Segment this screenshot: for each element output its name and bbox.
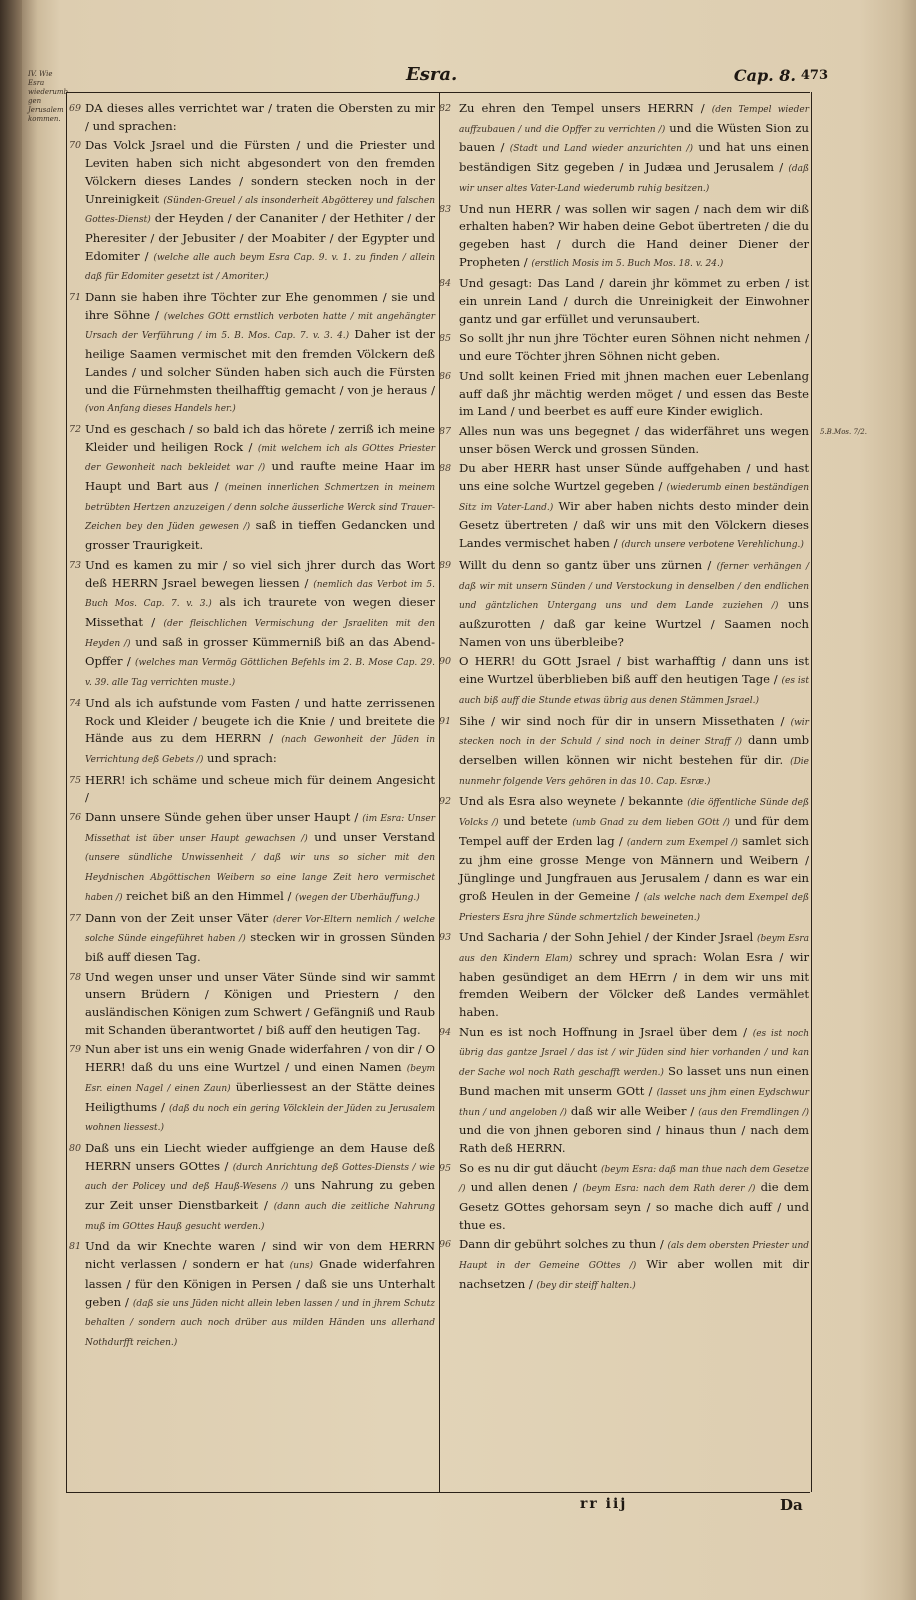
verse-number: 85 xyxy=(439,333,452,345)
book-title: Esra. xyxy=(406,64,458,85)
verse-text: Und wegen unser und unser Väter Sünde sind wir sammt unsern Brüdern / Königen und Priestern / den ausländischen Königen zum Schwert / Gefängniß und Raub mit Schanden überantwortet / biß auff den heutigen Tag. xyxy=(85,969,435,1037)
verse-text: Und Sacharia / der Sohn Jehiel / der Kinder Jsrael xyxy=(459,930,754,945)
verse xyxy=(69,100,435,135)
verse-gloss: (beym Esra: nach dem Rath derer /) xyxy=(582,1184,756,1195)
verse-number: 82 xyxy=(439,103,452,114)
verse xyxy=(439,330,809,365)
verse xyxy=(439,1024,810,1158)
verse-number: 81 xyxy=(69,1241,82,1253)
verse xyxy=(69,1238,436,1352)
verse-gloss: (nach Gewonheit der Jüden in Verrichtung deß Gebets /) xyxy=(85,735,436,765)
verse-number: 84 xyxy=(439,278,452,290)
verse-gloss: (wir stecken noch in der Schuld / sind noch in deiner Straff /) xyxy=(459,717,809,748)
catchword: Da xyxy=(780,1496,803,1514)
verse-text: und hat uns einen beständigen Sitz gegeben / in Judæa und Jerusalem / xyxy=(459,140,810,175)
right-column xyxy=(439,100,810,1298)
verse xyxy=(69,1140,436,1237)
verse xyxy=(69,695,436,770)
verse-number: 83 xyxy=(439,203,452,215)
verse xyxy=(439,201,809,274)
bottom-rule xyxy=(66,1492,810,1493)
verse-number: 86 xyxy=(439,370,452,382)
verse-gloss: (welches man Vermög Göttlichen Befehls im 2. B. Mose Cap. 29. v. 39. alle Tag verrichten muste.) xyxy=(85,658,435,689)
verse-gloss: (durch Anrichtung deß Gottes-Diensts / wie auch der Policey und deß Hauß-Wesens /) xyxy=(85,1162,435,1193)
verse-number: 69 xyxy=(69,103,82,114)
verse-text: Das Volck Jsrael und die Fürsten / und die Priester und Leviten haben sich nicht abgesondert von den fremden Völckern dieses Landes / sondern stecken noch in der Unreinigkeit xyxy=(85,138,435,206)
verse-number: 88 xyxy=(439,463,452,475)
verse-gloss: (derer Vor-Eltern nemlich / welche solche Sünde eingeführet haben /) xyxy=(85,914,435,945)
right-margin-note: 5.B.Mos. 7/2. xyxy=(820,428,867,436)
verse-number: 74 xyxy=(69,697,82,709)
verse-number: 96 xyxy=(439,1239,452,1251)
verse-number: 95 xyxy=(439,1162,452,1174)
verse-gloss: (beym Esra aus den Kindern Elam) xyxy=(459,934,810,964)
verse-text: Nun aber ist uns ein wenig Gnade widerfahren / von dir / O HERR! daß du uns eine Wurtzel / und einen Namen xyxy=(85,1042,435,1075)
verse-number: 89 xyxy=(439,559,452,571)
verse-text: und unser Verstand xyxy=(314,829,436,844)
verse-gloss: (Sünden-Greuel / als insonderheit Abgötterey und falschen Gottes-Dienst) xyxy=(85,195,436,226)
verse-gloss: (ferner verhängen / daß wir mit unsern Sünden / und Verstockung in denselben / den endlichen und gäntzlichen Untergang uns und dem Lande zuziehen /) xyxy=(459,561,809,612)
verse-text: stecken wir in grossen Sünden biß auff diesen Tag. xyxy=(85,930,435,964)
verse-number: 92 xyxy=(439,796,452,808)
page-gutter xyxy=(0,0,22,1600)
verse xyxy=(439,557,809,652)
verse-text: uns Nahrung zu geben zur Zeit unser Dienstbarkeit / xyxy=(85,1178,436,1213)
verse xyxy=(69,421,436,555)
verse-text: So es nu dir gut däucht xyxy=(459,1160,598,1175)
verse-text: Zu ehren den Tempel unsers HERRN / xyxy=(459,101,705,115)
verse-text: Du aber HERR hast unser Sünde auffgehaben / und hast uns eine solche Wurtzel gegeben / xyxy=(459,461,809,494)
verse xyxy=(439,423,809,458)
verse-gloss: (umb Gnad zu dem lieben GOtt /) xyxy=(572,818,730,829)
verse xyxy=(439,100,810,199)
verse xyxy=(69,910,435,967)
verse-number: 71 xyxy=(69,292,82,304)
verse-gloss: (unsere sündliche Unwissenheit / daß wir uns so sicher mit den Heydnischen Abgöttischen Weibern so eine lange Zeit hero vermischet haben /) xyxy=(85,853,435,903)
verse-text: Und sollt keinen Fried mit jhnen machen euer Lebenlang auff daß jhr mächtig werden möget / und essen das Beste im Land / und beerbet es auff eure Kinder ewiglich. xyxy=(459,368,809,419)
verse-gloss: (aus den Fremdlingen /) xyxy=(698,1107,809,1118)
verse-gloss: (von Anfang dieses Handels her.) xyxy=(85,404,236,415)
verse-text: Dann dir gebührt solches zu thun / xyxy=(459,1237,664,1252)
verse-text: und die Wüsten Sion zu bauen / xyxy=(459,120,809,155)
verse xyxy=(439,653,810,710)
verse xyxy=(439,460,809,555)
verse-gloss: (es ist auch biß auff die Stunde etwas übrig aus denen Stämmen Jsrael.) xyxy=(459,676,810,706)
verse-text: So sollt jhr nun jhre Töchter euren Söhnen nicht nehmen / und eure Töchter jhren Söhnen nicht geben. xyxy=(459,331,809,364)
verse-number: 72 xyxy=(69,423,82,435)
signature-mark: rr iij xyxy=(580,1496,628,1512)
verse-text: Wir aber wollen mit dir nachsetzen / xyxy=(459,1257,809,1291)
verse-gloss: (beym Esra: daß man thue nach dem Gesetze /) xyxy=(459,1164,809,1195)
verse-gloss: (uns) xyxy=(289,1261,314,1272)
verse-number: 93 xyxy=(439,932,452,944)
verse-text: und allen denen / xyxy=(470,1180,578,1195)
verse-text: dann umb derselben willen können wir nicht bestehen für dir. xyxy=(459,733,810,767)
verse-gloss: (mit welchem ich als GOttes Priester der Gewonheit nach bekleidet war /) xyxy=(85,443,435,474)
verse-text: schrey und sprach: Wolan Esra / wir haben gesündiget an dem HErrn / in dem wir uns mit fremden Weibern der Völcker deß Landes vermählet haben. xyxy=(459,949,809,1020)
verse xyxy=(439,368,809,421)
verse-gloss: (wiederumb einen beständigen Sitz im Vater-Land.) xyxy=(459,483,809,513)
verse-text: daß wir alle Weiber / xyxy=(570,1103,695,1118)
column-divider xyxy=(439,92,440,1492)
verse xyxy=(69,772,435,807)
verse-number: 91 xyxy=(439,715,452,727)
verse-text: saß in tieffen Gedancken und grosser Traurigkeit. xyxy=(85,518,436,553)
verse-gloss: (die öffentliche Sünde deß Volcks /) xyxy=(459,798,809,829)
verse-number: 75 xyxy=(69,774,82,786)
verse xyxy=(439,1236,810,1295)
verse-gloss: (wegen der Uberhäuffung.) xyxy=(295,892,420,903)
left-column xyxy=(69,100,436,1355)
verse-text: und sprach: xyxy=(207,750,277,765)
verse-text: DA dieses alles verrichtet war / traten die Obersten zu mir / und sprachen: xyxy=(85,101,435,133)
verse xyxy=(69,137,436,287)
verse-text: Und als ich aufstunde vom Fasten / und hatte zerrissenen Rock und Kleider / beugete ich die Knie / und breitete die Hände aus zu dem HERRN / xyxy=(85,695,435,746)
verse xyxy=(439,793,810,927)
verse-text: Dann sie haben ihre Töchter zur Ehe genommen / sie und ihre Söhne / xyxy=(85,290,435,322)
verse-gloss: (beym Esr. einen Nagel / einen Zaun) xyxy=(85,1064,435,1094)
verse-number: 87 xyxy=(439,425,452,437)
verse-text: Sihe / wir sind noch für dir in unsern Missethaten / xyxy=(459,713,785,728)
verse-number: 94 xyxy=(439,1026,452,1038)
verse-gloss: (daß sie uns Jüden nicht allein leben lassen / und in jhrem Schutz behalten / sondern auch noch drüber aus milden Händen uns allerhand Nothdurfft reichen.) xyxy=(85,1298,436,1348)
text-frame xyxy=(66,92,812,1492)
verse-gloss: (daß du noch ein gering Völcklein der Jüden zu Jerusalem wohnen liessest.) xyxy=(85,1103,435,1134)
verse-text: Daß uns ein Liecht wieder auffgienge an dem Hause deß HERRN unsers GOttes / xyxy=(85,1140,435,1173)
verse-text: Wir aber haben nichts desto minder dein Gesetz übertreten / daß wir uns mit den Völckern dieses Landes vermischet haben / xyxy=(459,498,809,551)
verse-gloss: (nemlich das Verbot im 5. Buch Mos. Cap. 7. v. 3.) xyxy=(85,579,436,610)
verse-text: Nun es ist noch Hoffnung in Jsrael über dem / xyxy=(459,1024,748,1039)
verse xyxy=(439,275,809,328)
verse-text: Und nun HERR / was sollen wir sagen / nach dem wir diß erhalten haben? Wir haben deine Gebot übertreten / die du gegeben hast / durch die Hand deiner Diener der Propheten / xyxy=(459,201,809,269)
verse-gloss: (als dem obersten Priester und Haupt in der Gemeine GOttes /) xyxy=(459,1241,810,1272)
verse-number: 79 xyxy=(69,1044,82,1056)
left-margin-note: IV. Wie Esra wiederumb gen Jerusalem kommen. xyxy=(28,70,68,123)
verse-gloss: (welche alle auch beym Esra Cap. 9. v. 1. zu finden / allein daß für Edomiter gesetzt ist / Amoriter.) xyxy=(85,252,435,283)
verse xyxy=(439,929,810,1022)
page-number: 473 xyxy=(800,68,828,83)
verse xyxy=(69,289,436,419)
verse xyxy=(69,1041,435,1138)
chapter-label: Cap. 8. xyxy=(733,66,796,85)
verse-gloss: (es ist noch übrig das gantze Jsrael / das ist / wir Jüden sind hier vorhanden / und kan der Sache wol noch Rath geschafft werden.) xyxy=(459,1028,810,1079)
verse-gloss: (Stadt und Land wieder anzurichten /) xyxy=(509,144,693,155)
verse-gloss: (Die nunmehr folgende Vers gehören in das 10. Cap. Esræ.) xyxy=(459,756,810,787)
verse-text: und betete xyxy=(503,814,568,829)
verse xyxy=(69,809,436,908)
verse-gloss: (daß wir unser altes Vater-Land wiederumb ruhig besitzen.) xyxy=(459,164,809,194)
verse-text: samlet sich zu jhm eine grosse Menge von Männern und Weibern / Jünglinge und Jungfrauen aus Jerusalem / dann es war ein groß Heulen in der Gemeine / xyxy=(459,833,810,903)
verse-text: und für dem Tempel auff der Erden lag / xyxy=(459,814,810,848)
verse-number: 80 xyxy=(69,1142,82,1154)
verse-number: 78 xyxy=(69,971,82,983)
verse-gloss: (im Esra: Unser Missethat ist über unser Haupt gewachsen /) xyxy=(85,814,435,844)
verse-gloss: (meinen innerlichen Schmertzen in meinem betrübten Hertzen anzuzeigen / denn solche äusserliche Werck sind Trauer-Zeichen bey den Jüden gewesen /) xyxy=(85,483,435,533)
verse-text: uns außzurotten / daß gar keine Wurtzel / Saamen noch Namen von uns überbleibe? xyxy=(459,597,809,649)
verse-text: Und gesagt: Das Land / darein jhr kömmet zu erben / ist ein unrein Land / durch die Unreinigkeit der Einwohner gantz und gar erfüllet und verunsaubert. xyxy=(459,276,809,326)
verse-text: HERR! ich schäme und scheue mich für deinem Angesicht / xyxy=(85,772,435,805)
running-head xyxy=(66,62,828,93)
verse-text: Willt du denn so gantz über uns zürnen / xyxy=(459,557,712,572)
verse-number: 73 xyxy=(69,559,82,571)
verse-number: 70 xyxy=(69,140,82,152)
verse-text: Und da wir Knechte waren / sind wir von dem HERRN nicht verlassen / sondern er hat xyxy=(85,1239,435,1272)
verse-text: Alles nun was uns begegnet / das widerfähret uns wegen unser bösen Werck und grossen Sünden. xyxy=(459,423,809,456)
verse-gloss: (erstlich Mosis im 5. Buch Mos. 18. v. 24.) xyxy=(531,258,724,269)
verse-number: 90 xyxy=(439,656,452,668)
verse-text: So lasset uns nun einen Bund machen mit unserm GOtt / xyxy=(459,1064,809,1098)
verse-text: O HERR! du GOtt Jsrael / bist warhafftig / dann uns ist eine Wurtzel überblieben biß auff den heutigen Tage / xyxy=(459,654,809,687)
verse-text: Dann von der Zeit unser Väter xyxy=(85,910,269,925)
verse-text: Gnade widerfahren lassen / für den Königen in Persen / daß sie uns Unterhalt geben / xyxy=(85,1257,436,1309)
verse-gloss: (dann auch die zeitliche Nahrung muß im GOttes Hauß gesucht werden.) xyxy=(85,1202,435,1232)
verse xyxy=(69,969,435,1040)
verse-text: Und es kamen zu mir / so viel sich jhrer durch das Wort deß HERRN Jsrael bewegen liessen / xyxy=(85,557,435,590)
verse-gloss: (andern zum Exempel /) xyxy=(626,837,738,848)
verse-text: überliessest an der Stätte deines Heiligthums / xyxy=(85,1079,435,1114)
verse-text: der Heyden / der Cananiter / der Hethiter / der Pheresiter / der Jebusiter / der Moabiter / der Egypter und Edomiter / xyxy=(85,211,435,263)
verse xyxy=(69,557,436,693)
verse-text: und saß in grosser Kümmerniß biß an das Abend-Opffer / xyxy=(85,634,435,669)
verse-text: und die von jhnen geboren sind / hinaus thun / nach dem Rath deß HERRN. xyxy=(459,1123,809,1155)
verse-text: Und als Esra also weynete / bekannte xyxy=(459,794,684,809)
verse-gloss: (lasset uns jhm einen Eydschwur thun / und angeloben /) xyxy=(459,1087,809,1118)
verse-gloss: (als welche nach dem Exempel deß Priesters Esra jhre Sünde schmertzlich beweineten.) xyxy=(459,892,809,923)
verse-number: 77 xyxy=(69,912,82,924)
verse-gloss: (den Tempel wieder auffzubauen / und die Opffer zu verrichten /) xyxy=(459,105,809,135)
verse-text: reichet biß an den Himmel / xyxy=(126,888,292,903)
verse-text: Dann unsere Sünde gehen über unser Haupt / xyxy=(85,810,359,825)
verse-text: Daher ist der heilige Saamen vermischet mit den fremden Völckern deß Landes / und solcher Sünden haben sich auch die Fürsten und die Fürnehmsten theilhafftig gemacht / von je heraus / xyxy=(85,327,436,397)
verse-gloss: (bey dir steiff halten.) xyxy=(536,1280,636,1291)
verse-text: die dem Gesetz GOttes gehorsam seyn / so mache dich auff / und thue es. xyxy=(459,1180,810,1232)
verse xyxy=(439,1160,810,1235)
verse-gloss: (durch unsere verbotene Verehlichung.) xyxy=(621,540,804,551)
verse-gloss: (der fleischlichen Vermischung der Jsraeliten mit den Heyden /) xyxy=(85,618,435,649)
verse-gloss: (welches GOtt ernstlich verboten hatte / mit angehängter Ursach der Verführung / im 5. B. Mos. Cap. 7. v. 3. 4.) xyxy=(85,311,435,342)
verse xyxy=(439,713,810,792)
verse-text: und raufte meine Haar im Haupt und Bart aus / xyxy=(85,459,435,494)
verse-text: als ich traurete von wegen dieser Missethat / xyxy=(85,595,436,629)
verse-text: Und es geschach / so bald ich das hörete / zerriß ich meine Kleider und heiligen Rock / xyxy=(85,421,435,454)
verse-number: 76 xyxy=(69,812,82,824)
